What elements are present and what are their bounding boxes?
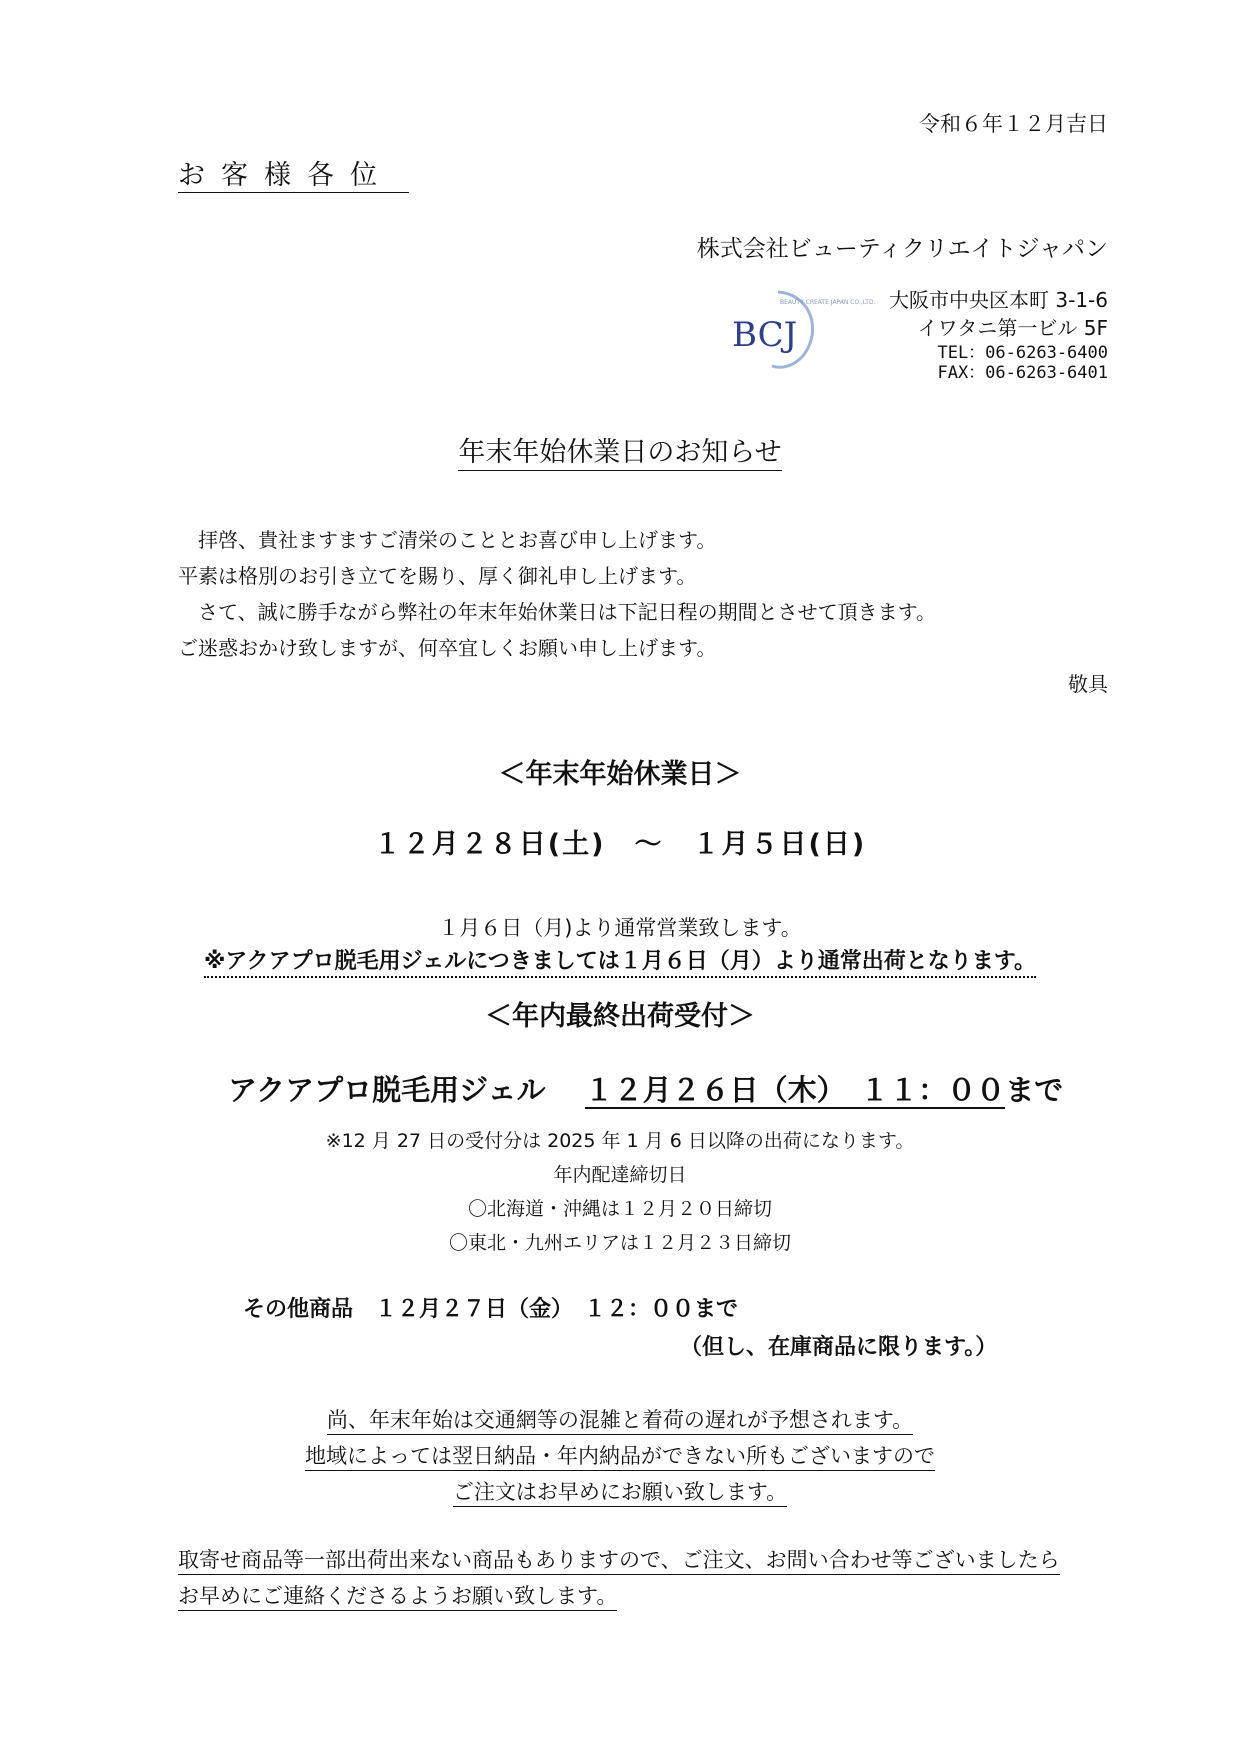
notice-line-2-text: 地域によっては翌日納品・年内納品ができない所もございますので	[305, 1444, 935, 1471]
gel-deadline-suffix: まで	[1005, 1073, 1064, 1107]
notice-line-1-text: 尚、年末年始は交通網等の混雑と着荷の遅れが予想されます。	[327, 1408, 913, 1435]
logo-subtext: BEAUTY CREATE JAPAN CO.,LTD.	[780, 299, 876, 306]
company-logo	[728, 286, 876, 378]
shipment-note-1: ※12 月 27 日の受付分は 2025 年 1 月 6 日以降の出荷になります。	[325, 1130, 915, 1152]
body-line-2: 平素は格別のお引き立てを賜り、厚く御礼申し上げます。	[178, 564, 697, 588]
address-line-2: イワタニ第一ビル 5F	[917, 316, 1108, 340]
address-line-1: 大阪市中央区本町 3-1-6	[889, 288, 1108, 312]
holiday-heading: ＜年末年始休業日＞	[498, 759, 742, 790]
gel-deadline: １２月２６日（木） １１：００	[584, 1073, 1006, 1107]
notice-line-2	[0, 1440, 1240, 1470]
footer-line-1	[178, 1544, 1060, 1574]
document-date: 令和６年１２月吉日	[919, 112, 1108, 136]
last-shipment-heading: ＜年内最終出荷受付＞	[485, 1001, 755, 1032]
closing-keigu: 敬具	[1068, 672, 1108, 696]
gel-deadline-line	[228, 1068, 1063, 1109]
body-line-4: ご迷惑おかけ致しますが、何卒宜しくお願い申し上げます。	[178, 636, 717, 660]
notice-line-3	[0, 1476, 1240, 1506]
notice-line-1	[0, 1404, 1240, 1434]
holiday-dates: １２月２８日(土) ～ １月５日(日)	[373, 829, 867, 860]
notice-title	[0, 430, 1240, 469]
gel-shipping-note	[0, 944, 1240, 975]
company-name: 株式会社ビューティクリエイトジャパン	[696, 236, 1108, 262]
body-line-1: 拝啓、貴社ますますご清栄のこととお喜び申し上げます。	[198, 528, 717, 552]
recipient-heading: お客様各位	[178, 160, 409, 193]
shipment-note-4: 〇東北・九州エリアは１２月２３日締切	[448, 1232, 791, 1254]
footer-line-2	[178, 1580, 617, 1610]
footer-line-2-text: お早めにご連絡くださるようお願い致します。	[178, 1584, 617, 1611]
other-products-limit: （但し、在庫商品に限ります。）	[680, 1335, 998, 1360]
body-line-3: さて、誠に勝手ながら弊社の年末年始休業日は下記日程の期間とさせて頂きます。	[198, 600, 936, 624]
footer-line-1-text: 取寄せ商品等一部出荷出来ない商品もありますので、ご注文、お問い合わせ等ございましたら	[178, 1548, 1060, 1575]
gel-product-label: アクアプロ脱毛用ジェル	[228, 1073, 546, 1107]
gel-shipping-note-text: ※アクアプロ脱毛用ジェルにつきましては１月６日（月）より通常出荷となります。	[204, 949, 1036, 978]
logo-initials: BCJ	[732, 315, 798, 355]
shipment-note-2: 年内配達締切日	[553, 1164, 687, 1186]
notice-title-text: 年末年始休業日のお知らせ	[458, 437, 781, 471]
resume-notice: １月６日（月)より通常営業致します。	[438, 916, 802, 940]
tel-number: TEL：06-6263-6400	[937, 343, 1108, 363]
notice-line-3-text: ご注文はお早めにお願い致します。	[453, 1480, 787, 1507]
shipment-note-3: 〇北海道・沖縄は１２月２０日締切	[467, 1198, 772, 1220]
fax-number: FAX：06-6263-6401	[937, 363, 1108, 383]
other-products-deadline: その他商品 １２月２７日（金） １２：００まで	[243, 1297, 739, 1322]
